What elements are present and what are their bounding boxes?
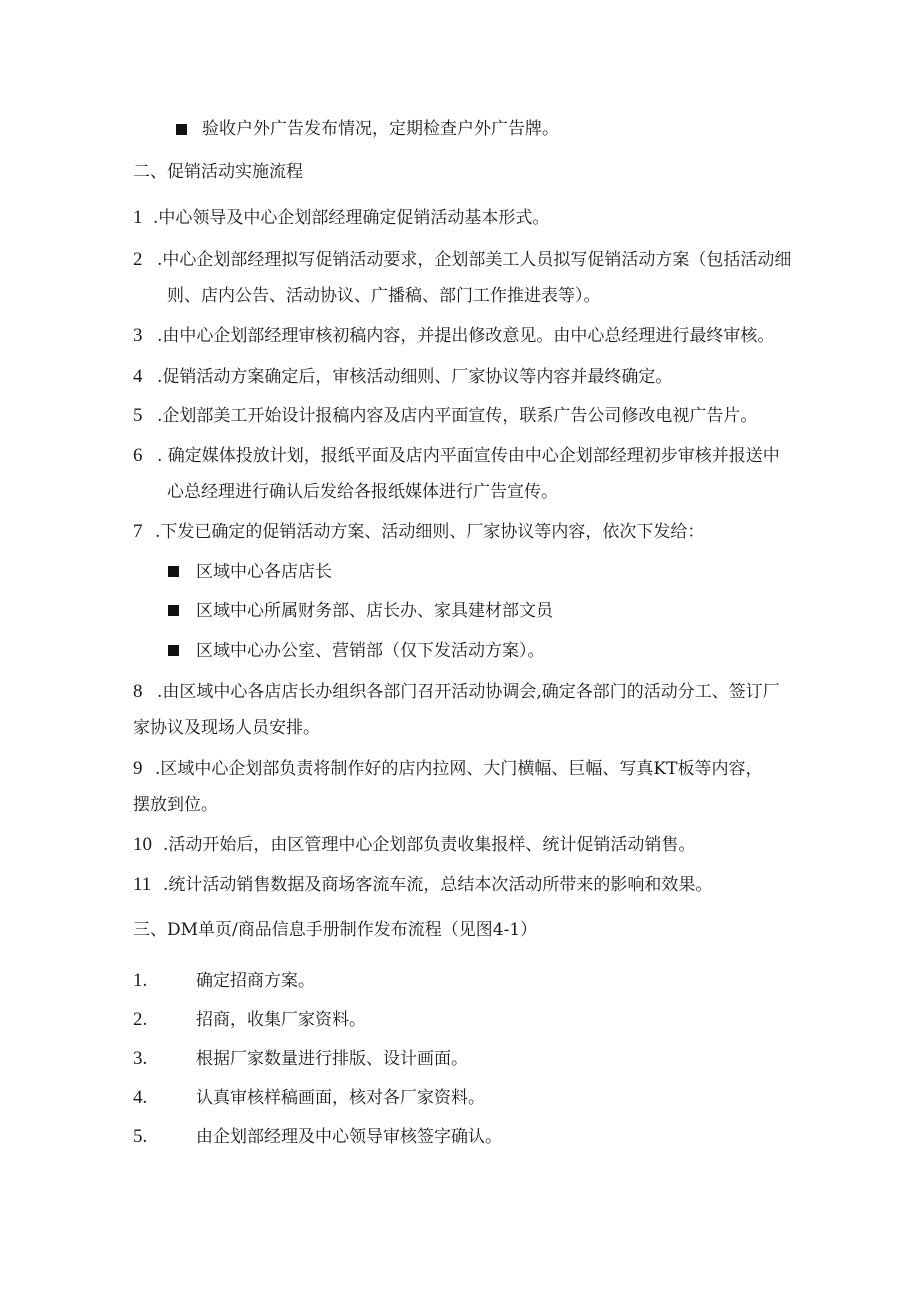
list-item-number: 1 xyxy=(133,207,143,228)
list-item-number: 8 xyxy=(133,681,143,702)
list-item-number: 7 xyxy=(133,521,143,542)
list-item-text: . 确定媒体投放计划，报纸平面及店内平面宣传由中心企划部经理初步审核并报送中 xyxy=(157,446,780,466)
list-item-text: .下发已确定的促销活动方案、活动细则、厂家协议等内容，依次下发给： xyxy=(155,522,705,542)
sub-bullet-text: 区域中心各店店长 xyxy=(196,562,332,582)
list-item-number: 4. xyxy=(133,1087,148,1108)
section-heading: 二、促销活动实施流程 xyxy=(133,162,303,182)
list-item-number: 2 xyxy=(133,249,143,270)
list-item-number: 9 xyxy=(133,758,143,779)
list-item-number: 10 xyxy=(133,834,152,855)
list-item-number: 5. xyxy=(133,1126,148,1147)
list-item-number: 2. xyxy=(133,1009,148,1030)
bullet-square-icon xyxy=(168,645,179,656)
list-item-continuation: 则、店内公告、活动协议、广播稿、部门工作推进表等）。 xyxy=(167,286,601,306)
list-item-continuation: 心总经理进行确认后发给各报纸媒体进行广告宣传。 xyxy=(167,482,558,502)
list-item-text: .区域中心企划部负责将制作好的店内拉网、大门横幅、巨幅、写真KT板等内容， xyxy=(155,759,763,779)
list-item-text: 认真审核样稿画面，核对各厂家资料。 xyxy=(196,1088,485,1108)
list-item-text: .由区域中心各店店长办组织各部门召开活动协调会,确定各部门的活动分工、签订厂 xyxy=(157,682,780,702)
list-item-number: 11 xyxy=(133,874,152,895)
bullet-square-icon xyxy=(176,124,187,135)
list-item-text: .活动开始后，由区管理中心企划部负责收集报样、统计促销活动销售。 xyxy=(163,835,696,855)
list-item-continuation: 摆放到位。 xyxy=(133,795,218,815)
list-item-text: .统计活动销售数据及商场客流车流，总结本次活动所带来的影响和效果。 xyxy=(163,875,713,895)
list-item-text: 招商，收集厂家资料。 xyxy=(196,1010,366,1030)
sub-bullet-text: 区域中心所属财务部、店长办、家具建材部文员 xyxy=(196,601,553,621)
list-item-text: .由中心企划部经理审核初稿内容，并提出修改意见。由中心总经理进行最终审核。 xyxy=(157,326,775,346)
bullet-square-icon xyxy=(168,566,179,577)
section-heading: 三、DM单页/商品信息手册制作发布流程（见图4-1） xyxy=(133,920,538,940)
bullet-text: 验收户外广告发布情况，定期检查户外广告牌。 xyxy=(202,119,559,139)
list-item-text: 根据厂家数量进行排版、设计画面。 xyxy=(196,1049,468,1069)
list-item-number: 6 xyxy=(133,445,143,466)
list-item-number: 4 xyxy=(133,366,143,387)
list-item-number: 1. xyxy=(133,970,148,991)
list-item-text: 由企划部经理及中心领导审核签字确认。 xyxy=(196,1127,502,1147)
list-item-text: .中心企划部经理拟写促销活动要求，企划部美工人员拟写促销活动方案（包括活动细 xyxy=(157,250,792,270)
list-item-text: .促销活动方案确定后，审核活动细则、厂家协议等内容并最终确定。 xyxy=(157,367,673,387)
list-item-text: .中心领导及中心企划部经理确定促销活动基本形式。 xyxy=(153,208,550,228)
list-item-continuation: 家协议及现场人员安排。 xyxy=(133,718,320,738)
list-item-number: 3 xyxy=(133,325,143,346)
list-item-text: .企划部美工开始设计报稿内容及店内平面宣传，联系广告公司修改电视广告片。 xyxy=(157,406,758,426)
sub-bullet-text: 区域中心办公室、营销部（仅下发活动方案）。 xyxy=(196,641,545,661)
list-item-number: 3. xyxy=(133,1048,148,1069)
list-item-text: 确定招商方案。 xyxy=(196,971,315,991)
list-item-number: 5 xyxy=(133,405,143,426)
bullet-square-icon xyxy=(168,605,179,616)
